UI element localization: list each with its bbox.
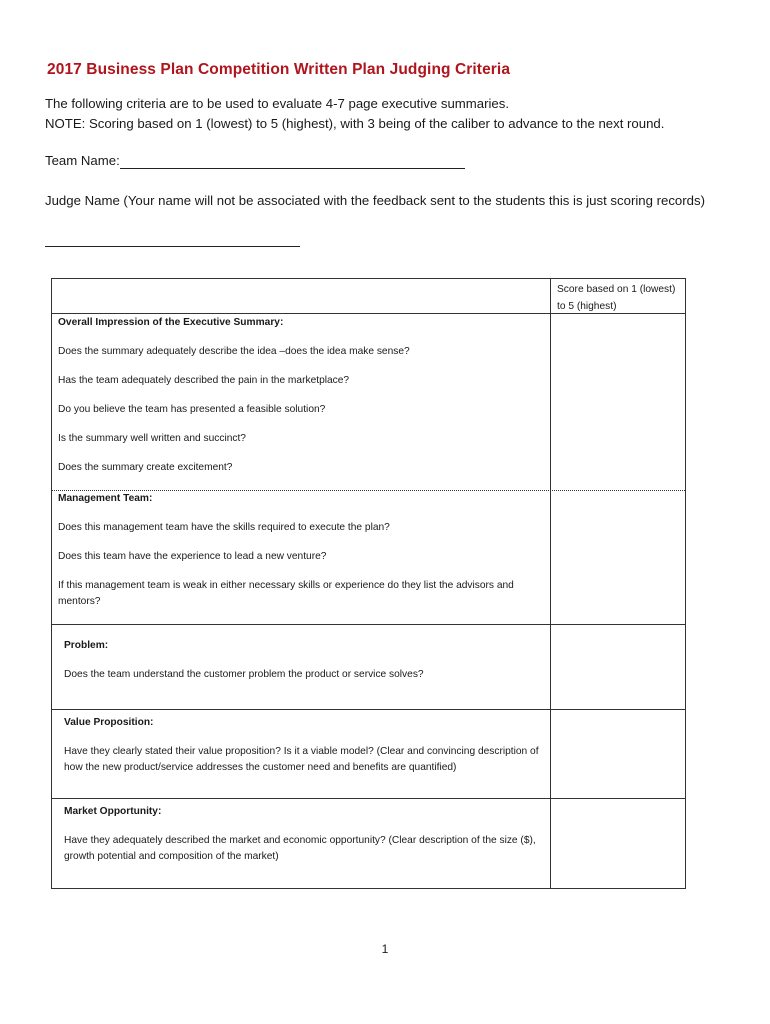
- team-name-label: Team Name:: [45, 153, 120, 168]
- question: Do you believe the team has presented a feasible solution?: [58, 404, 326, 415]
- score-column-header: [557, 281, 682, 315]
- score-header-line-1: Score based on 1 (lowest): [557, 284, 676, 295]
- team-name-field[interactable]: [120, 168, 465, 169]
- judge-name-label: Judge Name (Your name will not be associated with the feedback sent to the students this is just scoring records): [45, 193, 705, 208]
- section-heading: Problem:: [64, 640, 109, 651]
- question: Is the summary well written and succinct?: [58, 433, 246, 444]
- score-cell-problem[interactable]: [551, 625, 685, 709]
- section-heading: Market Opportunity:: [64, 806, 162, 817]
- section-value-proposition: [64, 715, 540, 776]
- question: Does this team have the experience to lead a new venture?: [58, 551, 327, 562]
- question: Have they clearly stated their value proposition? Is it a viable model? (Clear and convincing description of how the new product/service addresses the customer need and benefits are quantified): [64, 746, 539, 773]
- section-problem: [64, 638, 540, 683]
- question: Does the team understand the customer problem the product or service solves?: [64, 669, 424, 680]
- question: Does the summary create excitement?: [58, 462, 233, 473]
- question: Has the team adequately described the pain in the marketplace?: [58, 375, 350, 386]
- scoring-note: NOTE: Scoring based on 1 (lowest) to 5 (highest), with 3 being of the caliber to advance to the next round.: [45, 116, 665, 131]
- score-header-line-2: to 5 (highest): [557, 301, 617, 312]
- intro-text: [45, 94, 664, 134]
- question: If this management team is weak in either necessary skills or experience do they list the advisors and mentors?: [58, 580, 514, 607]
- score-cell-management-team[interactable]: [551, 491, 685, 624]
- criteria-table: [51, 278, 686, 889]
- section-heading: Management Team:: [58, 493, 153, 504]
- section-heading: Overall Impression of the Executive Summary:: [58, 317, 284, 328]
- question: Does this management team have the skills required to execute the plan?: [58, 522, 390, 533]
- question: Does the summary adequately describe the idea –does the idea make sense?: [58, 346, 410, 357]
- judge-name-field[interactable]: [45, 246, 300, 247]
- score-cell-market-opportunity[interactable]: [551, 799, 685, 888]
- section-management-team: [58, 491, 538, 610]
- score-cell-overall-impression[interactable]: [551, 314, 685, 490]
- section-heading: Value Proposition:: [64, 717, 154, 728]
- page-title: 2017 Business Plan Competition Written Plan Judging Criteria: [47, 61, 511, 78]
- section-market-opportunity: [64, 804, 540, 865]
- page-number: 1: [381, 942, 389, 956]
- score-cell-value-proposition[interactable]: [551, 710, 685, 798]
- intro-line-1: The following criteria are to be used to evaluate 4-7 page executive summaries.: [45, 96, 510, 111]
- section-overall-impression: [58, 315, 538, 476]
- question: Have they adequately described the market and economic opportunity? (Clear description of the size ($), growth potential and composition of the market): [64, 835, 536, 862]
